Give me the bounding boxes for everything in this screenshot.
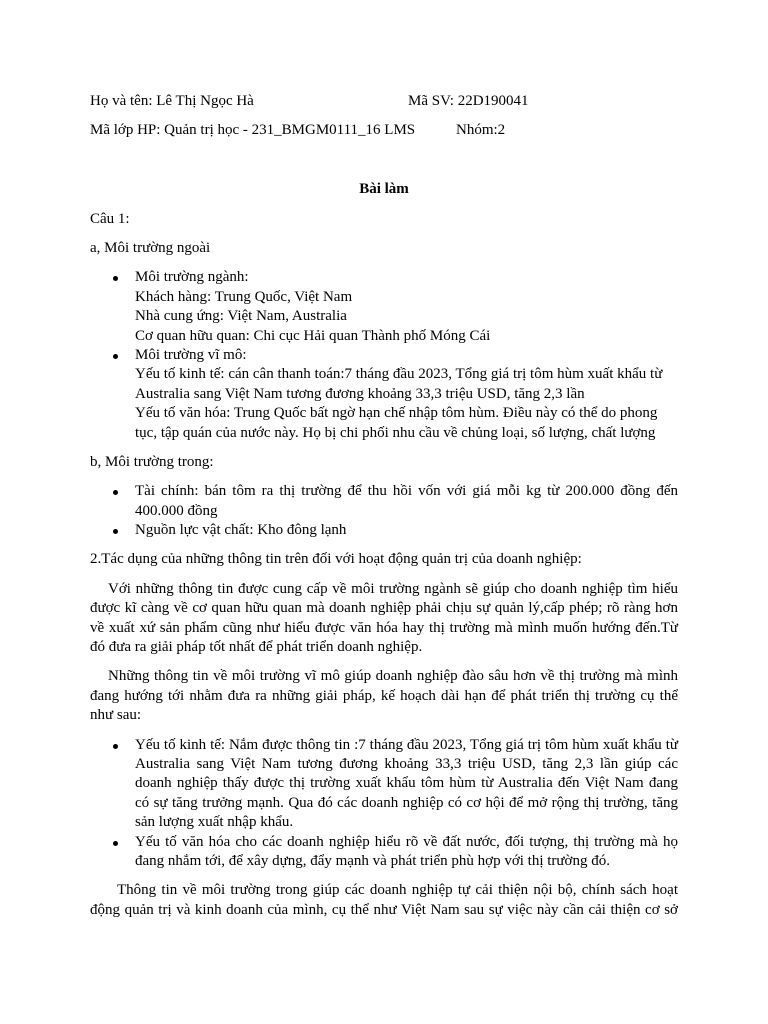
text-line: tục, tập quán của nước này. Họ bị chi phối nhu cầu về chủng loại, số lượng, chất lượng: [135, 424, 656, 441]
bullet-icon: [113, 744, 118, 749]
text-line: Những thông tin về môi trường vĩ mô giúp doanh nghiệp đào sâu hơn về thị trường mà mình: [108, 668, 678, 685]
text-line: Yếu tố kinh tế: cán cân thanh toán:7 tháng đầu 2023, Tổng giá trị tôm hùm xuất khẩu từ: [135, 366, 663, 383]
section-b-heading: b, Môi trường trong:: [90, 453, 214, 470]
list-item: [90, 521, 678, 540]
text-line: Với những thông tin được cung cấp về môi trường ngành sẽ giúp cho doanh nghiệp tìm hiểu: [108, 580, 678, 597]
text-line: Australia sang Việt Nam tương đương khoảng 33,3 triệu USD, tăng 2,3 lần: [135, 385, 585, 402]
text-line: Khách hàng: Trung Quốc, Việt Nam: [135, 288, 353, 305]
section-a-list: [90, 268, 678, 443]
list-item: [90, 736, 678, 833]
paragraph: [90, 580, 678, 658]
bullet-icon: [113, 529, 118, 534]
class-info-row: [90, 121, 678, 140]
bullet-icon: [113, 490, 118, 495]
text-line: Australia sang Việt Nam tương đương khoảng 33,3 triệu USD, tăng 2,3 lần giúp các: [135, 756, 678, 773]
bullet-icon: [113, 276, 118, 281]
text-line: đang hướng tới nhằm đưa ra những giải pháp, kế hoạch dài hạn để phát triển thị trường cụ thể: [90, 687, 678, 704]
text-line: Môi trường ngành:: [135, 269, 249, 286]
class-code: Mã lớp HP: Quản trị học - 231_BMGM0111_16 LMS: [90, 122, 416, 139]
blank-line: [90, 151, 678, 170]
text-line: được kĩ càng về cơ quan hữu quan mà doanh nghiệp phải chịu sự quản lý,cấp phép; rõ ràng hơn: [90, 600, 678, 617]
text-line: đang nhắm tới, để xây dựng, đẩy mạnh và phát triển phù hợp với thị trường đó.: [135, 852, 610, 869]
student-id: Mã SV: 22D190041: [408, 93, 529, 109]
text-line: Cơ quan hữu quan: Chi cục Hải quan Thành phố Móng Cái: [135, 327, 491, 344]
group-number: Nhóm:2: [456, 122, 506, 139]
text-line: như sau:: [90, 707, 142, 724]
document-body: [90, 92, 678, 930]
text-line: Yếu tố văn hóa cho các doanh nghiệp hiểu rõ về đất nước, đối tượng, thị trường mà họ: [135, 833, 678, 850]
student-info-row: [90, 92, 678, 111]
text-line: động quản trị và kinh doanh của mình, cụ thể như Việt Nam sau sự việc này cần cải thiện cơ sở: [90, 901, 678, 918]
text-line: Nhà cung ứng: Việt Nam, Australia: [135, 308, 347, 325]
bullet-icon: [113, 841, 118, 846]
section-b-list: [90, 482, 678, 540]
document-title: Bài làm: [359, 181, 409, 198]
list-item: [90, 833, 678, 872]
text-line: Yếu tố văn hóa: Trung Quốc bất ngờ hạn chế nhập tôm hùm. Điều này có thể do phong: [135, 405, 658, 422]
text-line: sản lượng xuất nhập khẩu.: [135, 814, 294, 831]
text-line: về xuất xứ sản phẩm cũng như hiểu được văn hóa hay thị trường mà mình muốn hướng đến.Từ: [90, 619, 678, 636]
section-a-heading: a, Môi trường ngoài: [90, 239, 211, 256]
section-2-list: [90, 736, 678, 872]
text-line: Nguồn lực vật chất: Kho đông lạnh: [135, 522, 347, 539]
section-2-heading: 2.Tác dụng của những thông tin trên đối với hoạt động quản trị của doanh nghiệp:: [90, 551, 582, 568]
text-line: đó đưa ra giải pháp tốt nhất để phát triển doanh nghiệp.: [90, 639, 423, 656]
text-line: Thông tin về môi trường trong giúp các doanh nghiệp tự cải thiện nội bộ, chính sách hoạt: [117, 882, 678, 899]
text-line: Yếu tố kinh tế: Nắm được thông tin :7 tháng đầu 2023, Tổng giá trị tôm hùm xuất khẩu từ: [135, 736, 678, 753]
list-item: [90, 268, 678, 346]
text-line: Tài chính: bán tôm ra thị trường để thu hồi vốn với giá mỗi kg từ 200.000 đồng đến: [135, 483, 678, 500]
text-line: 400.000 đồng: [135, 502, 218, 519]
question-heading: Câu 1:: [90, 210, 130, 227]
list-item: [90, 346, 678, 443]
list-item: [90, 482, 678, 521]
student-name: Họ và tên: Lê Thị Ngọc Hà: [90, 93, 254, 109]
text-line: có sự tăng trưởng mạnh. Qua đó các doanh nghiệp có cơ hội để mở rộng thị trường, tăng: [135, 794, 678, 811]
bullet-icon: [113, 354, 118, 359]
text-line: doanh nghiệp thấy được thị trường xuất khẩu tôm hùm từ Australia đến Việt Nam đang: [135, 775, 678, 792]
text-line: Môi trường vĩ mô:: [135, 346, 247, 363]
paragraph: [90, 881, 678, 920]
paragraph: [90, 667, 678, 725]
